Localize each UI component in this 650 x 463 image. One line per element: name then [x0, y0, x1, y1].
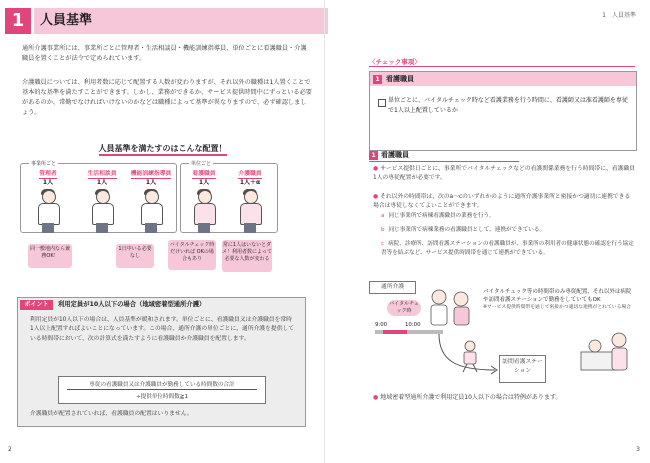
- section-label: 看護職員: [381, 151, 409, 159]
- home-visit-illustration: [575, 322, 635, 382]
- bullet-2-text: それ以外の時間帯は、次のa～cのいずれかのように通所介護事業所と密接かつ適切に連携できる場合は専従しなくてよいことができます。: [373, 194, 631, 210]
- note-concurrent-ok: 同一敷地内なら兼務OK！: [28, 244, 72, 268]
- bullet-icon: ●: [373, 194, 379, 200]
- group-office-label: 事業所ごと: [31, 161, 57, 167]
- office-box: 通所介護: [369, 281, 416, 294]
- note-vital-only: バイタルチェック時だけいれば OKの場合もあり: [168, 240, 216, 270]
- check-item-number: 1: [373, 75, 382, 84]
- role-count: 1人＋α: [239, 179, 261, 186]
- callout-note: ※サービス提供時間帯を通じて密接かつ適切な連携がとれている場合: [483, 305, 631, 310]
- visit-station-box: 訪問看護ステーション: [499, 355, 546, 383]
- point-text: 利用定員が10人以下の場合は、人員基準が緩和されます。単位ごとに、看護職員又は介護職員を常時1人以上配置すればよいことになっています。この場合、通所介護の単位ごとに、通所介護を提供している時間帯において、次の計算式を満たすように看護職員か介護職員を配置します。: [30, 317, 295, 342]
- role-count: 1人: [42, 179, 54, 186]
- bullet-1: [373, 165, 635, 184]
- role-counselor: [80, 170, 124, 187]
- role-name: 生活相談員: [87, 171, 117, 177]
- point-box: [17, 297, 306, 427]
- chapter-number-box: 1: [5, 8, 31, 34]
- bullet-1-text: サービス提供日ごとに、事業所でバイタルチェックなどの看護関係業務を行う時間帯に、看護職員1人の専従配置が必要です。: [373, 166, 635, 182]
- check-item-header: [370, 72, 636, 86]
- vital-callout: [483, 288, 633, 311]
- intro-paragraph-1: 通所介護事業所には、事業所ごとに管理者・生活相談員・機能訓練指導員、単位ごとに看護職員・介護職員を置くことが法令で定められています。: [22, 45, 307, 62]
- role-trainer: [126, 170, 176, 187]
- diagram-title-text: 人員基準を満たすのはこんな配置！: [99, 144, 227, 156]
- role-count: 1人: [198, 179, 210, 186]
- bullet-icon: ●: [373, 166, 379, 172]
- chapter-title: 人員基準: [34, 8, 328, 34]
- check-item-label: 看護職員: [386, 75, 414, 83]
- section-heading: [369, 150, 409, 160]
- last-bullet-text: 地域密着型通所介護で利用定員10人以下の場合は特例があります。: [380, 394, 562, 401]
- point-tag: ポイント: [20, 300, 53, 310]
- role-name: 機能訓練指導員: [130, 171, 172, 177]
- point-bottom-text: 介護職員が配置されていれば、看護職員の配置はいりません。: [30, 411, 193, 417]
- nurse-figure: [191, 190, 217, 234]
- check-text: 単位ごとに、バイタルチェック時など看護業務を行う時間に、看護師又は准看護師を専従で1人以上配置しているか: [388, 97, 628, 114]
- note-always-one: 常に1人はいないとダメ！利用者数によって必要な人数が変わる: [222, 240, 272, 272]
- check-rule: [369, 66, 635, 67]
- role-name: 看護職員: [192, 171, 216, 177]
- timeline-fill: [383, 330, 407, 334]
- page-number-right: 3: [636, 446, 640, 453]
- running-nurse-illustration: [455, 340, 485, 374]
- counselor-figure: [89, 190, 115, 234]
- check-box: [369, 71, 637, 151]
- formula-denominator: ÷提供単位時間数≧1: [135, 394, 189, 400]
- role-nurse: [186, 170, 222, 187]
- trainer-figure: [138, 190, 164, 234]
- point-title: 利用定員が10人以下の場合（地域密着型通所介護）: [58, 301, 206, 308]
- time-end: 10:00: [405, 322, 421, 328]
- running-head: 1 人員基準: [602, 12, 636, 19]
- sub-item-text: 同じ事業所で病棟業務の看護職員として、連携ができている。: [388, 227, 546, 233]
- last-bullet: [373, 392, 635, 401]
- sub-item-key: b: [381, 227, 385, 233]
- role-caregiver: [232, 170, 268, 187]
- section-number: 1: [369, 151, 378, 160]
- role-name: 介護職員: [238, 171, 262, 177]
- sub-item-key: a: [381, 213, 385, 219]
- diagram-title: [0, 143, 325, 154]
- check-heading: 〈チェック事項〉: [369, 58, 421, 66]
- page-number-left: 2: [8, 446, 12, 453]
- time-start: 9:00: [375, 322, 388, 328]
- role-manager: [30, 170, 66, 187]
- manager-figure: [35, 190, 61, 234]
- section-rule: [369, 161, 519, 162]
- role-count: 1人: [145, 179, 157, 186]
- vital-check-pill: バイタルチェック時: [387, 300, 421, 316]
- checkbox-icon[interactable]: [378, 99, 386, 107]
- group-unit-label: 単位ごと: [191, 161, 212, 167]
- callout-text: バイタルチェック等の時間帯のみ専従配置、それ以外は病院や訪問看護ステーションで勤務をしていてもOK: [483, 289, 632, 303]
- bullet-2: [373, 193, 635, 212]
- sub-item-b: [381, 226, 635, 235]
- sub-item-text: 同じ事業所で病棟看護職員の業務を行う。: [388, 213, 495, 219]
- staffing-formula: [58, 376, 266, 404]
- formula-rule: [67, 389, 257, 390]
- caregiver-figure: [237, 190, 263, 234]
- bullet-icon: ●: [373, 394, 379, 401]
- role-name: 管理者: [39, 171, 57, 177]
- sub-item-a: [381, 212, 635, 221]
- intro-paragraph-2: 介護職員については、利用者数に応じて配置する人数が変わりますが、それ以外の職種は1人置くことで基本的な基準を満たすことができます。しかし、業務ができるか、サービス提供時間中にずっといる必要があるのか、常勤でなければいけないのかなどは職種によって基準が異なりますので、必ず確認しましょう。: [22, 79, 312, 116]
- formula-numerator: 専従の看護職員又は介護職員が勤務している時間数の合計: [89, 382, 235, 388]
- sub-item-c: [381, 240, 635, 258]
- right-page: [325, 0, 650, 463]
- sub-item-text: 病院、診療所、訪問看護ステーションの看護職員が、事業所の利用者の健康状態の確認を行う協定書等を結ぶなど、サービス提供時間帯を通じて連携ができている。: [381, 241, 634, 257]
- note-not-all-day: 1日中いる必要なし: [116, 244, 154, 268]
- sub-item-key: c: [381, 241, 385, 247]
- role-count: 1人: [96, 179, 108, 186]
- nurse-vital-check-illustration: [421, 285, 479, 335]
